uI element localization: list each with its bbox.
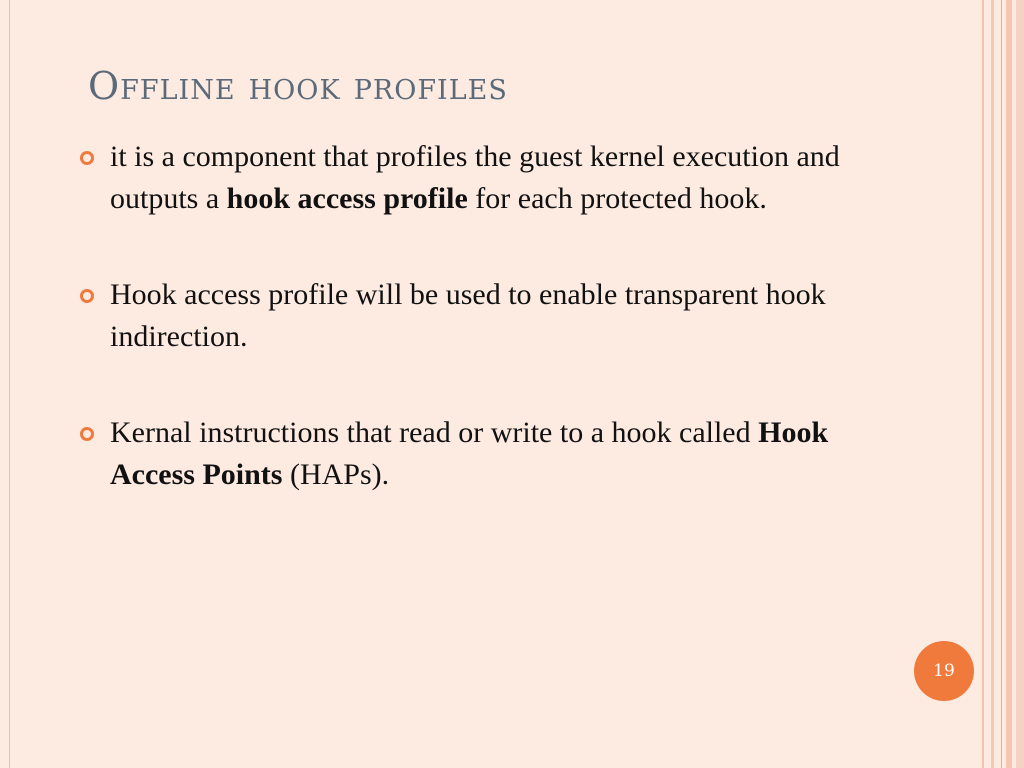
stripe bbox=[1001, 0, 1002, 768]
hollow-circle-bullet-icon bbox=[80, 151, 94, 165]
stripe bbox=[991, 0, 994, 768]
bullet-list bbox=[78, 136, 918, 496]
bullet-item bbox=[78, 412, 918, 496]
hollow-circle-bullet-icon bbox=[80, 427, 94, 441]
bullet-item bbox=[78, 136, 918, 220]
slide-title: Offline hook profiles bbox=[88, 64, 508, 108]
left-border-decoration bbox=[0, 0, 10, 768]
stripe bbox=[1016, 0, 1024, 768]
page-number: 19 bbox=[933, 661, 955, 681]
bullet-text: (HAPs). bbox=[282, 458, 390, 491]
stripe bbox=[1006, 0, 1012, 768]
right-stripes-decoration bbox=[978, 0, 1024, 768]
bullet-text: for each protected hook. bbox=[467, 182, 767, 215]
bullet-emphasis: Hook Access Points bbox=[110, 416, 829, 491]
bullet-text: Kernal instructions that read or write to a hook called bbox=[110, 416, 759, 449]
page-number-badge bbox=[914, 641, 974, 701]
bullet-item bbox=[78, 274, 918, 358]
bullet-text: it is a component that profiles the guest kernel execution and outputs a bbox=[110, 140, 840, 215]
bullet-emphasis: hook access profile bbox=[226, 182, 468, 215]
hollow-circle-bullet-icon bbox=[80, 289, 94, 303]
bullet-text: Hook access profile will be used to enable transparent hook indirection. bbox=[110, 278, 826, 353]
stripe bbox=[982, 0, 984, 768]
